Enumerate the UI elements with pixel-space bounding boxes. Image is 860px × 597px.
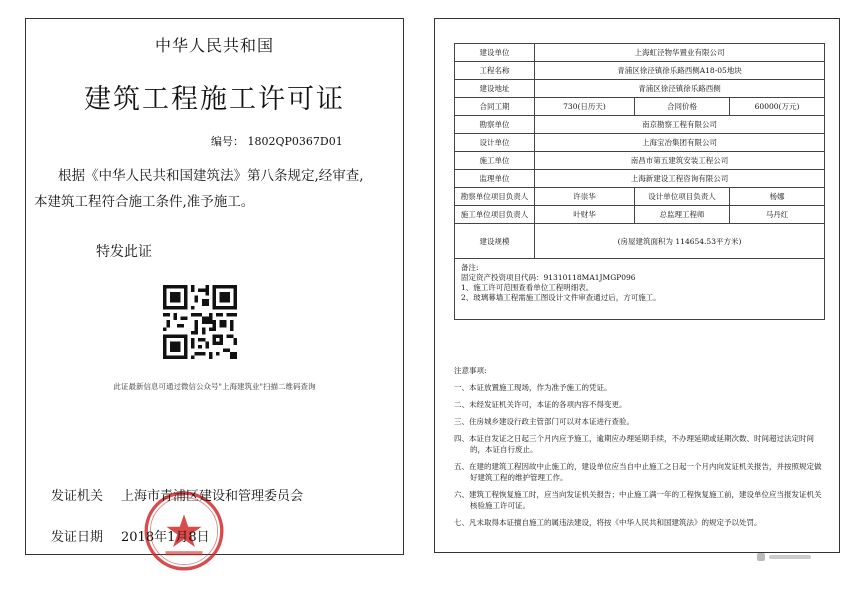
design-manager-value: 杨娜 bbox=[730, 188, 825, 206]
builder-label: 建设单位 bbox=[455, 44, 535, 62]
notes-item: 七、凡未取得本证擅自施工的属违法建设，将按《中华人民共和国建筑法》的规定予以处罚。 bbox=[454, 518, 762, 527]
survey-label: 勘察单位 bbox=[455, 116, 535, 134]
design-manager-label: 设计单位项目负责人 bbox=[635, 188, 730, 206]
table-row bbox=[455, 134, 825, 152]
notes-item: 四、本证自发证之日起三个月内应予施工，逾期应办理延期手续，不办理延期或延期次数、时间超过法定时间的，本证自行废止。 bbox=[454, 434, 814, 454]
table-row bbox=[455, 224, 825, 259]
table-row bbox=[455, 98, 825, 116]
price-value: 60000(万元) bbox=[730, 98, 825, 116]
permit-front-page bbox=[25, 18, 404, 555]
address-label: 建设地址 bbox=[455, 80, 535, 98]
period-label: 合同工期 bbox=[455, 98, 535, 116]
table-row bbox=[455, 259, 825, 320]
period-value: 730(日历天) bbox=[535, 98, 635, 116]
notes-item: 二、未经发证机关许可，本证的各项内容不得变更。 bbox=[454, 400, 627, 409]
issue-date-label: 发证日期 bbox=[51, 530, 104, 545]
remarks-item: 1、施工许可范围查看单位工程明细表。 bbox=[461, 283, 594, 292]
survey-manager-value: 许崇华 bbox=[535, 188, 635, 206]
issue-date-value: 2018年1月8日 bbox=[121, 530, 210, 545]
table-row bbox=[455, 44, 825, 62]
notes-item: 三、住房城乡建设行政主管部门可以对本证进行查验。 bbox=[454, 417, 634, 426]
issuing-authority-label: 发证机关 bbox=[51, 489, 104, 504]
issue-date bbox=[51, 526, 210, 545]
supervise-label: 监理单位 bbox=[455, 170, 535, 188]
project-value: 青浦区徐泾镇徐乐路西侧A18-05地块 bbox=[535, 62, 825, 80]
address-value: 青浦区徐泾镇徐乐路西侧 bbox=[535, 80, 825, 98]
scale-value: (房屋建筑面积为 114654.53平方米) bbox=[535, 224, 825, 259]
table-row bbox=[455, 62, 825, 80]
qr-query-note: 此证最新信息可通过微信公众号"上海建筑业"扫描二维码查询 bbox=[113, 382, 316, 391]
issuing-authority bbox=[51, 485, 303, 504]
design-label: 设计单位 bbox=[455, 134, 535, 152]
permit-details-page bbox=[434, 18, 840, 553]
scale-label: 建设规模 bbox=[455, 224, 535, 259]
construct-manager-label: 施工单位项目负责人 bbox=[455, 206, 535, 224]
project-info-table bbox=[454, 43, 825, 320]
survey-value: 南京勘察工程有限公司 bbox=[535, 116, 825, 134]
chief-engineer-label: 总监理工程师 bbox=[635, 206, 730, 224]
survey-manager-label: 勘察单位项目负责人 bbox=[455, 188, 535, 206]
notes-item: 一、本证放置施工现场，作为准予施工的凭证。 bbox=[454, 383, 612, 392]
permit-statement-line1: 根据《中华人民共和国建筑法》第八条规定,经审查, bbox=[58, 168, 364, 184]
remarks-title: 备注: bbox=[461, 263, 479, 272]
construct-manager-value: 叶财华 bbox=[535, 206, 635, 224]
remarks-code: 固定资产投资项目代码：91310118MA1JMGP096 bbox=[461, 273, 636, 282]
permit-statement-line2: 本建筑工程符合施工条件,准予施工。 bbox=[34, 194, 255, 210]
special-issue-text: 特发此证 bbox=[96, 244, 152, 260]
table-row bbox=[455, 170, 825, 188]
design-value: 上海宝冶集团有限公司 bbox=[535, 134, 825, 152]
supervise-value: 上海新建设工程咨询有限公司 bbox=[535, 170, 825, 188]
notes-title: 注意事项: bbox=[454, 366, 487, 375]
country-heading: 中华人民共和国 bbox=[154, 36, 274, 55]
construct-label: 施工单位 bbox=[455, 152, 535, 170]
price-label: 合同价格 bbox=[635, 98, 730, 116]
permit-number-label: 编号： bbox=[211, 135, 244, 148]
qr-code-icon[interactable] bbox=[163, 285, 237, 359]
table-row bbox=[455, 206, 825, 224]
builder-value: 上海虹泾物华置业有限公司 bbox=[535, 44, 825, 62]
notes-item: 六、建筑工程恢复施工时，应当向发证机关报告；中止施工满一年的工程恢复施工前，建设单位应当报发证机关核验施工许可证。 bbox=[454, 490, 822, 510]
table-row bbox=[455, 80, 825, 98]
table-row bbox=[455, 152, 825, 170]
issuing-authority-value: 上海市青浦区建设和管理委员会 bbox=[121, 489, 304, 504]
construct-value: 南昌市第五建筑安装工程公司 bbox=[535, 152, 825, 170]
table-row bbox=[455, 116, 825, 134]
remarks-cell bbox=[455, 259, 825, 320]
permit-statement bbox=[34, 163, 398, 215]
project-label: 工程名称 bbox=[455, 62, 535, 80]
permit-number bbox=[211, 133, 343, 149]
remarks-item: 2、玻璃幕墙工程需施工图设计文件审查通过后，方可施工。 bbox=[461, 293, 661, 302]
chief-engineer-value: 马丹红 bbox=[730, 206, 825, 224]
permit-number-value: 1802QP0367D01 bbox=[247, 135, 343, 148]
notes-item: 五、在建的建筑工程因故中止施工的，建设单位应当自中止施工之日起一个月内向发证机关报告，并按照规定做好建筑工程的维护管理工作。 bbox=[454, 462, 822, 482]
watermark-logo-icon bbox=[755, 550, 815, 564]
table-row bbox=[455, 188, 825, 206]
notes-section bbox=[454, 365, 826, 534]
permit-title: 建筑工程施工许可证 bbox=[84, 84, 345, 115]
